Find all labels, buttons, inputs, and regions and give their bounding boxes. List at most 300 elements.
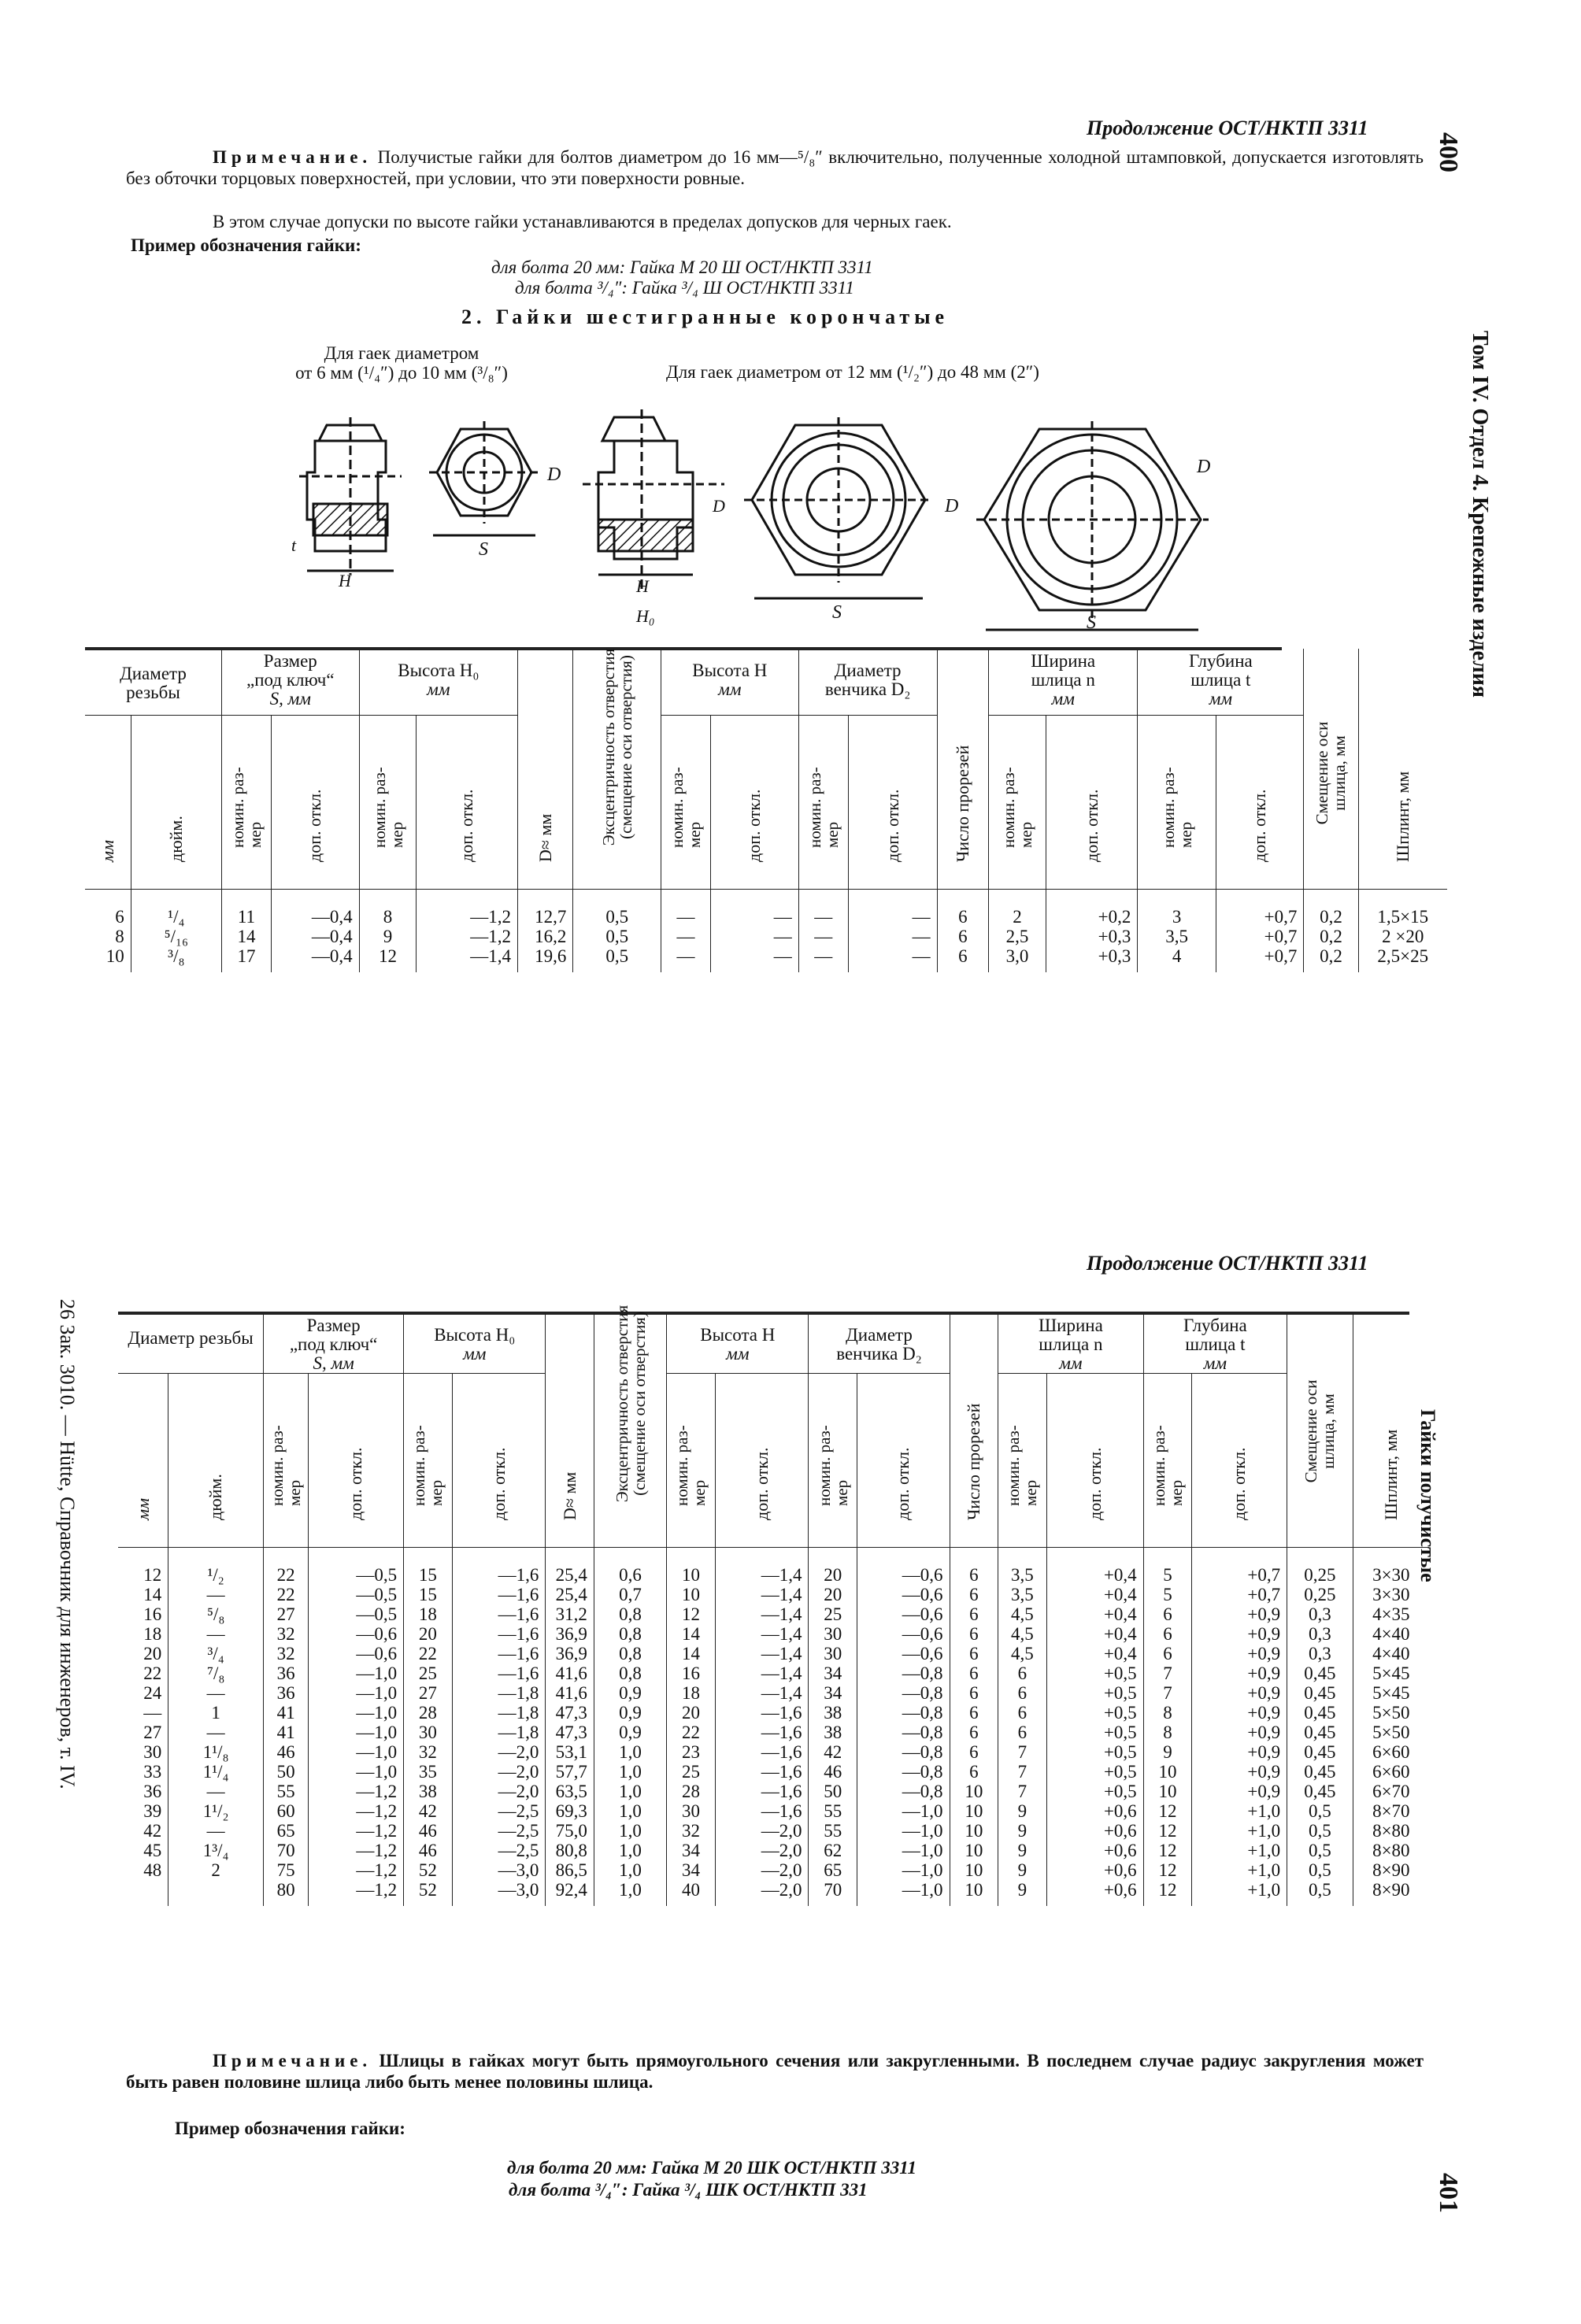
table2-cell: 1,0 (619, 1801, 642, 1821)
svg-text:S: S (479, 539, 488, 560)
table2-cell: 47,3 (555, 1703, 587, 1723)
table2-cell: 10 (681, 1565, 700, 1585)
table2-cell: —3,0 (498, 1860, 539, 1880)
table1-col-h0-nom (359, 890, 417, 973)
table2-cell: —1,0 (356, 1663, 398, 1683)
running-head-top: Продолжение ОСТ/НКТП 3311 (1087, 117, 1368, 139)
table2-cell: 60 (276, 1801, 295, 1821)
table2-cell: 34 (681, 1860, 700, 1880)
table2-cell: 10 (965, 1782, 983, 1801)
table1-cell: — (773, 946, 792, 966)
table2-cell: 20 (824, 1565, 842, 1585)
table2-cell: 16 (143, 1604, 162, 1624)
table2-cell: 48 (143, 1860, 162, 1880)
table2-cell: 1,0 (619, 1860, 642, 1880)
table2-cell: —0,6 (902, 1604, 943, 1624)
table1-cell: 0,2 (1320, 907, 1342, 927)
table1-cell: 0,5 (605, 927, 629, 946)
table2-cell: 0,45 (1304, 1683, 1336, 1703)
table2-cell: —1,2 (356, 1801, 398, 1821)
svg-text:S: S (1087, 612, 1096, 633)
table2-cell: —0,5 (356, 1604, 398, 1624)
table2-cell: 7 (1163, 1663, 1172, 1683)
table1-cell: 0,5 (605, 907, 629, 927)
table2-cell: 0,5 (1308, 1821, 1331, 1841)
table2-cell: 36,9 (555, 1624, 587, 1644)
table2-cell: 18 (418, 1604, 437, 1624)
table2-cell: +0,9 (1247, 1782, 1281, 1801)
table2-cell: 8×80 (1372, 1821, 1410, 1841)
table1-cell: — (773, 907, 792, 927)
table2-col-ecc (594, 1548, 666, 1907)
table2-cell: —2,5 (498, 1801, 539, 1821)
table2-cell: —1,8 (498, 1703, 539, 1723)
table2-cell: —1,4 (761, 1565, 802, 1585)
example-label-top: Пример обозначения гайки: (131, 235, 361, 255)
table1-cell: 16,2 (535, 927, 567, 946)
table2-cell: —1,0 (356, 1683, 398, 1703)
hdr2-h0-nom: номин. раз- мер (404, 1374, 453, 1548)
table2-cell: 24 (143, 1683, 162, 1703)
table2-cell: 5×50 (1372, 1723, 1410, 1742)
table2-cell: 1,0 (619, 1841, 642, 1860)
hdr2-slots: Число прорезей (950, 1313, 998, 1548)
table2-cell: 0,45 (1304, 1663, 1336, 1683)
table2-cell: ⁵/₈ (206, 1604, 225, 1624)
table2-cell: —0,6 (902, 1644, 943, 1663)
table2-cell: 6 (1163, 1644, 1172, 1663)
table2-cell: +0,9 (1247, 1683, 1281, 1703)
table2-cell: 20 (824, 1585, 842, 1604)
table2-cell: 7 (1017, 1742, 1027, 1762)
table1-cell: 14 (237, 927, 256, 946)
table2-cell: 18 (143, 1624, 162, 1644)
table2-cell: 1,0 (619, 1762, 642, 1782)
table2-cell: 10 (965, 1880, 983, 1900)
table2-cell: 38 (418, 1782, 437, 1801)
table2-cell: +0,4 (1103, 1565, 1137, 1585)
table2-cell: 1,0 (619, 1742, 642, 1762)
hdr-d2-nom: номин. раз- мер (798, 716, 848, 890)
large-nut-side-view (583, 409, 725, 626)
table2-cell: —1,6 (761, 1703, 802, 1723)
table2-cell: 0,5 (1308, 1880, 1331, 1900)
table1-col-inch (131, 890, 221, 973)
table2-cell: 0,45 (1304, 1723, 1336, 1742)
table2-cell: 6 (969, 1565, 979, 1585)
table1-cell: 6 (958, 907, 968, 927)
table2-cell: +0,9 (1247, 1742, 1281, 1762)
table1-cell: —1,4 (470, 946, 512, 966)
table1-cell: 10 (106, 946, 124, 966)
table1-cell: 8 (383, 907, 393, 927)
table2-cell: —1,4 (761, 1604, 802, 1624)
svg-text:D: D (713, 496, 725, 516)
table1-cell: —0,4 (311, 946, 353, 966)
table2-cell: 55 (824, 1801, 842, 1821)
table1-cell: 2 ×20 (1382, 927, 1424, 946)
example-line2-top: для болта ³/₄″: Гайка ³/₄ Ш ОСТ/НКТП 3311 (515, 278, 854, 298)
table2-cell: —1,0 (356, 1703, 398, 1723)
example-line1-bottom: для болта 20 мм: Гайка М 20 ШК ОСТ/НКТП 3311 (507, 2158, 916, 2178)
hdr2-s-nom: номин. раз- мер (264, 1374, 309, 1548)
table2-cell: 12 (1158, 1841, 1177, 1860)
table1-col-h-tol (711, 890, 799, 973)
svg-text:H: H (339, 571, 351, 590)
table2-cell: 9 (1017, 1841, 1027, 1860)
table1-cell: 3,5 (1165, 927, 1188, 946)
table2-cell: 8×90 (1372, 1860, 1410, 1880)
table2-cell: 3,5 (1010, 1585, 1034, 1604)
table2-cell: —2,0 (761, 1821, 802, 1841)
hdr2-d2-nom: номин. раз- мер (809, 1374, 857, 1548)
table2-cell: —0,5 (356, 1565, 398, 1585)
table2-cell: 32 (276, 1644, 295, 1663)
table2-cell: 33 (143, 1762, 162, 1782)
hdr-s-tol: доп. откл. (272, 716, 360, 890)
table2-cell: 6 (1163, 1624, 1172, 1644)
table1-cell: 3,0 (1005, 946, 1029, 966)
table2-cell: 47,3 (555, 1723, 587, 1742)
note-top (126, 146, 1424, 189)
table2-cell: —3,0 (498, 1880, 539, 1900)
table1-col-s-nom (221, 890, 271, 973)
svg-text:D: D (945, 496, 959, 516)
table2-cell: 12 (1158, 1821, 1177, 1841)
table1-cell: 1,5×15 (1377, 907, 1429, 927)
table2-cell: —1,8 (498, 1723, 539, 1742)
table2-cell: 28 (418, 1703, 437, 1723)
side-label-top: Том IV. Отдел 4. Крепежные изделия (1468, 331, 1492, 698)
table2-cell: +0,7 (1247, 1585, 1281, 1604)
table2-cell: 12 (681, 1604, 700, 1624)
table2-cell: 6 (969, 1683, 979, 1703)
hdr-mm: мм (85, 716, 131, 890)
table2-cell: —1,6 (761, 1742, 802, 1762)
table1-col-pin (1358, 890, 1447, 973)
table2-cell: —0,6 (902, 1565, 943, 1585)
hdr-h0: Высота H₀ мм (359, 649, 517, 716)
table1-cell: +0,3 (1098, 946, 1131, 966)
table2-cell: 42 (143, 1821, 162, 1841)
table2-cell: 25,4 (555, 1585, 587, 1604)
table2-cell: 6 (969, 1742, 979, 1762)
nut-drawings (283, 394, 1228, 638)
section-title: 2. Гайки шестигранные корончатые (461, 305, 950, 328)
table2-col-h0-tol (452, 1548, 546, 1907)
table2-cell: 46 (418, 1841, 437, 1860)
table1-col-t-tol (1216, 890, 1304, 973)
table2-cell: 23 (681, 1742, 700, 1762)
hdr2-h: Высота H мм (667, 1313, 809, 1374)
table1-cell: —1,2 (470, 927, 512, 946)
table2-col-d2-tol (857, 1548, 950, 1907)
table2-cell: +0,4 (1103, 1644, 1137, 1663)
hdr-d2-tol: доп. откл. (848, 716, 937, 890)
table2-col-h-nom (667, 1548, 716, 1907)
table2-cell: 6 (969, 1644, 979, 1663)
table1-col-s-tol (272, 890, 360, 973)
table1-cell: — (912, 907, 931, 927)
hdr-offset: Смещение оси шлица, мм (1304, 649, 1358, 890)
table2-cell: 46 (418, 1821, 437, 1841)
table2-cell: 20 (418, 1624, 437, 1644)
table2-cell: 1³/₄ (202, 1841, 229, 1860)
svg-text:S: S (832, 602, 842, 623)
page-number-bottom: 401 (1434, 2173, 1463, 2213)
table2-cell: 16 (681, 1663, 700, 1683)
table2-cell: 46 (824, 1762, 842, 1782)
table2-cell: 9 (1017, 1821, 1027, 1841)
table2-col-h-tol (715, 1548, 809, 1907)
table2-cell: 5×45 (1372, 1663, 1410, 1683)
table2-cell: —1,4 (761, 1644, 802, 1663)
table2-cell: 31,2 (555, 1604, 587, 1624)
hdr-pin: Шплинт, мм (1358, 649, 1447, 890)
table2-cell: —1,6 (498, 1644, 539, 1663)
table2-cell: —1,0 (356, 1723, 398, 1742)
table2-col-n-tol (1046, 1548, 1143, 1907)
table2-cell: 36,9 (555, 1644, 587, 1663)
table2-cell: —1,4 (761, 1624, 802, 1644)
table2-cell: +0,4 (1103, 1624, 1137, 1644)
table2-cell: 41 (276, 1723, 295, 1742)
table2-cell: —1,0 (356, 1762, 398, 1782)
table2-cell: 0,45 (1304, 1782, 1336, 1801)
hdr2-size: Размер „под ключ“ S, мм (264, 1313, 404, 1374)
table2-cell: 25,4 (555, 1565, 587, 1585)
table2-cell: —0,8 (902, 1703, 943, 1723)
caption-small-line1: Для гаек диаметром (324, 343, 479, 363)
hdr2-diam: Диаметр резьбы (118, 1313, 264, 1374)
table2-cell: —0,8 (902, 1742, 943, 1762)
table2-cell: 0,8 (619, 1604, 642, 1624)
table2-cell: 30 (143, 1742, 162, 1762)
table2-cell: 55 (824, 1821, 842, 1841)
table1-cell: 2,5×25 (1377, 946, 1429, 966)
hdr-size: Размер „под ключ“ S, мм (221, 649, 359, 716)
note-bottom (126, 2050, 1424, 2093)
table2-cell: 8×90 (1372, 1880, 1410, 1900)
note-text-bottom: Шлицы в гайках могут быть прямоугольного сечения или закругленными. В последнем случае радиус закругления может быть равен половине шлица либо быть менее половины шлица. (126, 2051, 1424, 2092)
table2-cell: 55 (276, 1782, 295, 1801)
table2-cell: 36 (276, 1663, 295, 1683)
table2-cell: 0,5 (1308, 1841, 1331, 1860)
hdr2-inch: дюйм. (168, 1374, 264, 1548)
hdr2-h0-tol: доп. откл. (452, 1374, 546, 1548)
hdr2-h0: Высота H₀ мм (404, 1313, 546, 1374)
table1-cell: ⁵/₁₆ (164, 927, 189, 946)
table2-cell: —1,8 (498, 1683, 539, 1703)
table2-cell: 0,3 (1308, 1604, 1331, 1624)
table2-cell: 6 (1017, 1703, 1027, 1723)
table2-cell: 25 (418, 1663, 437, 1683)
table2-cell: 9 (1017, 1801, 1027, 1821)
hdr2-t-nom: номин. раз- мер (1143, 1374, 1192, 1548)
table2-cell: —2,0 (498, 1742, 539, 1762)
table2-cell: 6 (1017, 1663, 1027, 1683)
table2-cell: —2,0 (498, 1762, 539, 1782)
table2-cell: —1,6 (498, 1604, 539, 1624)
table2-cell: 46 (276, 1742, 295, 1762)
table2-cell: 0,25 (1304, 1565, 1336, 1585)
table2-cell: 7 (1017, 1782, 1027, 1801)
table2-cell: 45 (143, 1841, 162, 1860)
table2-cell: 30 (681, 1801, 700, 1821)
table2-cell: +0,9 (1247, 1762, 1281, 1782)
hdr-diam: Диаметр резьбы (85, 649, 221, 716)
table2-cell: +0,5 (1103, 1663, 1137, 1683)
hdr2-offset: Смещение оси шлица, мм (1287, 1313, 1353, 1548)
table2-cell: 30 (824, 1624, 842, 1644)
table1-cell: ¹/₄ (168, 907, 185, 927)
table2-cell: +0,9 (1247, 1663, 1281, 1683)
small-nut-top-view (429, 421, 561, 560)
table2-cell: 6 (1017, 1683, 1027, 1703)
table2-cell: 28 (681, 1782, 700, 1801)
table2-cell: 12 (1158, 1801, 1177, 1821)
table2-cell: 34 (824, 1663, 842, 1683)
table2-cell: 10 (965, 1841, 983, 1860)
table2-cell: 22 (276, 1565, 295, 1585)
hdr-n-tol: доп. откл. (1046, 716, 1137, 890)
table2-cell: —0,6 (902, 1624, 943, 1644)
table2-cell: —1,2 (356, 1880, 398, 1900)
hdr-width: Ширина шлица n мм (989, 649, 1138, 716)
table1-cell: — (676, 907, 695, 927)
table2-cell: 75,0 (555, 1821, 587, 1841)
table2-body (118, 1548, 1429, 1907)
table2-cell: 27 (143, 1723, 162, 1742)
table2-cell: +0,6 (1103, 1841, 1137, 1860)
table1-col-d2-nom (798, 890, 848, 973)
table2-cell: 62 (824, 1841, 842, 1860)
table1-cell: 11 (237, 907, 256, 927)
table1-cell: 6 (958, 946, 968, 966)
table2-cell: 1,0 (619, 1880, 642, 1900)
note-label: Примечание. (213, 147, 372, 167)
table2-cell: +0,5 (1103, 1723, 1137, 1742)
table1-cell: 12 (379, 946, 398, 966)
table2-cell: 14 (681, 1644, 700, 1663)
table2-cell: 1¹/₂ (202, 1801, 229, 1821)
table2-cell: +0,5 (1103, 1703, 1137, 1723)
table2-cell: 9 (1017, 1860, 1027, 1880)
table2-cell: —1,6 (498, 1585, 539, 1604)
table2-cell: 6 (969, 1585, 979, 1604)
table1-col-d2-tol (848, 890, 937, 973)
table2-cell: 6 (969, 1624, 979, 1644)
table2-cell: 0,5 (1308, 1860, 1331, 1880)
hdr2-depth: Глубина шлица t мм (1143, 1313, 1287, 1374)
table1-col-h0-tol (417, 890, 518, 973)
table1-col-t-nom (1138, 890, 1216, 973)
table2-cell: +1,0 (1247, 1801, 1281, 1821)
table1-col-offset (1304, 890, 1358, 973)
table2-cell: —1,4 (761, 1663, 802, 1683)
hdr2-mm: мм (118, 1374, 168, 1548)
caption-small (268, 343, 535, 383)
hdr2-h-nom: номин. раз- мер (667, 1374, 716, 1548)
table2-cell: +0,6 (1103, 1880, 1137, 1900)
table2-cell: 6 (1017, 1723, 1027, 1742)
hdr-ecc: Эксцентричность отверстия (смещение оси отверстия) (573, 649, 661, 890)
hdr-n-nom: номин. раз- мер (989, 716, 1046, 890)
table2-col-mm (118, 1548, 168, 1907)
hdr-t-nom: номин. раз- мер (1138, 716, 1216, 890)
side-label-bottom-right: Гайки получистые (1416, 1409, 1439, 1582)
table1-col-slots (937, 890, 989, 973)
table2-cell: +0,9 (1247, 1604, 1281, 1624)
table2-cell: 86,5 (555, 1860, 587, 1880)
table1-body (85, 890, 1447, 973)
table2-cell: 0,8 (619, 1644, 642, 1663)
hdr2-t-tol: доп. откл. (1192, 1374, 1287, 1548)
hdr2-ecc: Эксцентричность отверстия (смещение оси отверстия) (594, 1313, 666, 1548)
table1-cell: 12,7 (535, 907, 567, 927)
table2-cell: 8×70 (1372, 1801, 1410, 1821)
table2-cell: —1,6 (498, 1565, 539, 1585)
table1-cell: 3 (1172, 907, 1182, 927)
table2-cell: +0,9 (1247, 1624, 1281, 1644)
caption-large: Для гаек диаметром от 12 мм (¹/₂″) до 48 мм (2″) (666, 362, 1039, 382)
table1-cell: —0,4 (311, 927, 353, 946)
table2-cell: 34 (824, 1683, 842, 1703)
table2-cell: 20 (143, 1644, 162, 1663)
table1-cell: 4 (1172, 946, 1182, 966)
table2-cell: 12 (143, 1565, 162, 1585)
table2-cell: 27 (276, 1604, 295, 1624)
table2-cell: 10 (965, 1801, 983, 1821)
table2-cell: 10 (965, 1860, 983, 1880)
example-line1-top: для болта 20 мм: Гайка М 20 Ш ОСТ/НКТП 3311 (491, 257, 873, 277)
table2-cell: 22 (681, 1723, 700, 1742)
table2-cell: 36 (276, 1683, 295, 1703)
table2-cell: 70 (824, 1880, 842, 1900)
table2-col-h0-nom (404, 1548, 453, 1907)
table2-cell: —0,6 (356, 1644, 398, 1663)
table2-cell: 0,5 (1308, 1801, 1331, 1821)
table2-cell: 6 (969, 1723, 979, 1742)
table1-cell: — (912, 946, 931, 966)
hdr-d: D≈ мм (518, 649, 573, 890)
table1-cell: — (814, 946, 833, 966)
table1-col-ecc (573, 890, 661, 973)
table2-cell: 0,6 (619, 1565, 642, 1585)
table2-cell: 4,5 (1010, 1604, 1034, 1624)
svg-text:D: D (547, 464, 561, 485)
table2-cell: 8 (1163, 1723, 1172, 1742)
table1-cell: 9 (383, 927, 393, 946)
table2-cell: 1,0 (619, 1782, 642, 1801)
table2-cell: +0,6 (1103, 1860, 1137, 1880)
table2-cell: 35 (418, 1762, 437, 1782)
table2-col-slots (950, 1548, 998, 1907)
hdr2-s-tol: доп. откл. (309, 1374, 404, 1548)
table2-cell: —0,8 (902, 1683, 943, 1703)
table2-cell: 65 (824, 1860, 842, 1880)
table2-col-n-nom (998, 1548, 1047, 1907)
table2-cell: 3,5 (1010, 1565, 1034, 1585)
table2-cell: —2,5 (498, 1821, 539, 1841)
table2-cell: 50 (276, 1762, 295, 1782)
hdr-d2: Диаметр венчика D₂ (798, 649, 937, 716)
svg-text:D: D (1197, 457, 1211, 477)
hdr-h: Высота H мм (661, 649, 799, 716)
hdr-h-nom: номин. раз- мер (661, 716, 711, 890)
table2-cell: 80 (276, 1880, 295, 1900)
table2-cell: 0,7 (619, 1585, 642, 1604)
